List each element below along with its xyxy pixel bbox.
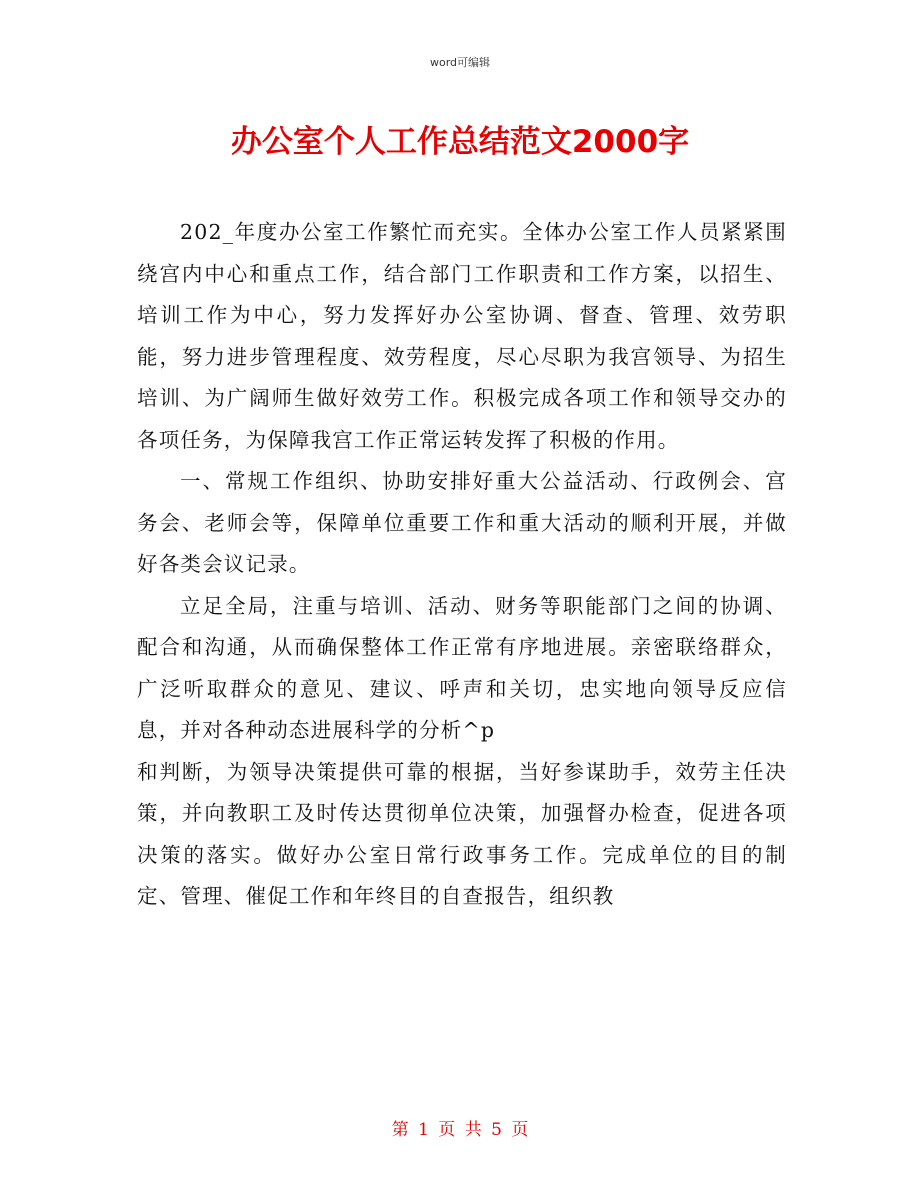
- paragraph-coordination: 立足全局，注重与培训、活动、财务等职能部门之间的协调、配合和沟通，从而确保整体工作正常有序地进展。亲密联络群众，广泛听取群众的意见、建议、呼声和关切，忠实地向领导反应信息，并对各种动态进展科学的分析^p: [137, 593, 787, 742]
- document-title: 办公室个人工作总结范文2000字: [230, 124, 690, 160]
- paragraph-routine-work: 一、常规工作组织、协助安排好重大公益活动、行政例会、宫务会、老师会等，保障单位重要工作和重大活动的顺利开展，并做好各类会议记录。: [137, 469, 787, 576]
- page-footer: 第 1 页 共 5 页: [391, 1120, 529, 1140]
- document-body: [137, 212, 787, 918]
- paragraph-continuation: 和判断，为领导决策提供可靠的根据，当好参谋助手，效劳主任决策，并向教职工及时传达贯彻单位决策，加强督办检查，促进各项决策的落实。做好办公室日常行政事务工作。完成单位的目的制定、管理、催促工作和年终目的自查报告，组织教: [137, 759, 787, 908]
- header-note: word可编辑: [429, 56, 491, 69]
- paragraph-intro: 202_年度办公室工作繁忙而充实。全体办公室工作人员紧紧围绕宫内中心和重点工作，结合部门工作职责和工作方案，以招生、培训工作为中心，努力发挥好办公室协调、督查、管理、效劳职能，努力进步管理程度、效劳程度，尽心尽职为我宫领导、为招生培训、为广阔师生做好效劳工作。积极完成各项工作和领导交办的各项任务，为保障我宫工作正常运转发挥了积极的作用。: [137, 220, 787, 452]
